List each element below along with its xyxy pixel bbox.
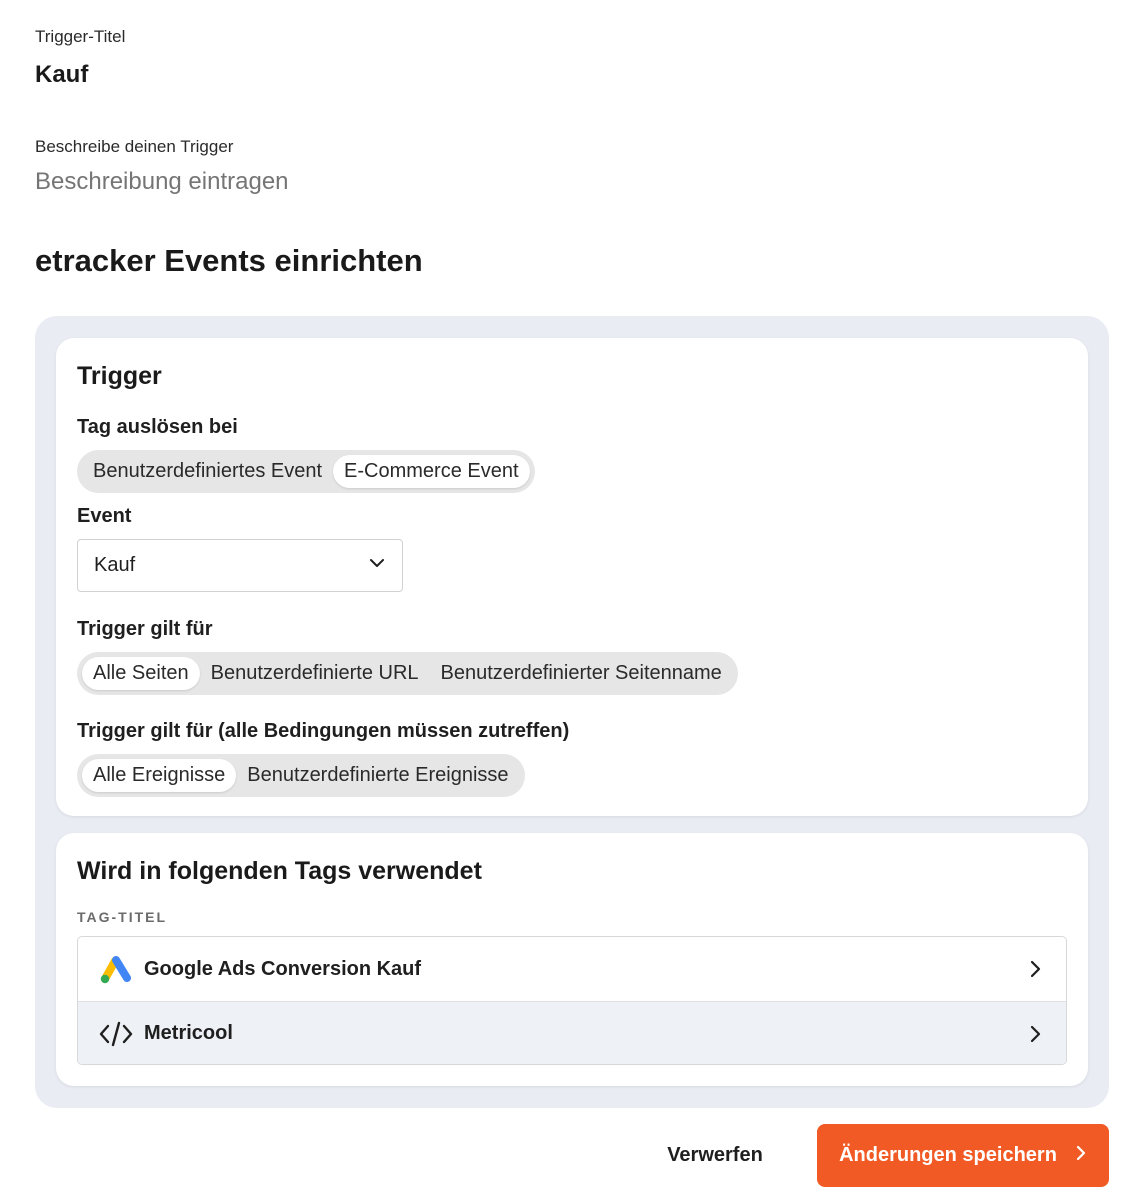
tag-row-google-ads[interactable]	[78, 937, 1066, 1001]
fire-on-segmented-control	[77, 450, 535, 493]
save-changes-button[interactable]	[817, 1124, 1109, 1187]
save-changes-label: Änderungen speichern	[839, 1144, 1057, 1166]
chevron-right-icon	[1024, 1023, 1046, 1045]
description-field-label: Beschreibe deinen Trigger	[35, 137, 234, 156]
tags-card-title: Wird in folgenden Tags verwendet	[77, 857, 482, 885]
event-select-value: Kauf	[94, 554, 136, 576]
title-field-label: Trigger-Titel	[35, 27, 126, 46]
conditions-label: Trigger gilt für (alle Bedingungen müssen zutreffen)	[77, 720, 570, 742]
event-label: Event	[77, 505, 132, 527]
tag-name: Google Ads Conversion Kauf	[144, 957, 422, 980]
applies-to-option-custom-page-name[interactable]: Benutzerdefinierter Seitenname	[440, 662, 722, 684]
tags-card	[56, 833, 1088, 1086]
applies-to-segmented-control	[77, 652, 738, 695]
conditions-option-all-events[interactable]: Alle Ereignisse	[82, 759, 236, 792]
conditions-segmented-control	[77, 754, 525, 797]
tags-column-header: TAG-TITEL	[77, 909, 168, 925]
tag-name: Metricool	[144, 1022, 233, 1044]
applies-to-option-all-pages[interactable]: Alle Seiten	[82, 657, 200, 690]
settings-panel	[35, 316, 1109, 1108]
tags-list	[77, 936, 1067, 1065]
chevron-down-icon	[368, 554, 386, 578]
fire-on-option-custom-event[interactable]: Benutzerdefiniertes Event	[93, 460, 323, 482]
conditions-option-custom-events[interactable]: Benutzerdefinierte Ereignisse	[247, 764, 509, 786]
fire-on-label: Tag auslösen bei	[77, 416, 238, 438]
fire-on-option-ecommerce-event[interactable]: E-Commerce Event	[333, 455, 530, 488]
chevron-right-icon	[1075, 1144, 1087, 1168]
discard-button[interactable]: Verwerfen	[650, 1124, 780, 1186]
applies-to-label: Trigger gilt für	[77, 618, 213, 640]
section-title: etracker Events einrichten	[35, 243, 423, 278]
title-field-value[interactable]: Kauf	[35, 61, 89, 88]
google-ads-icon	[98, 951, 134, 987]
trigger-card	[56, 338, 1088, 816]
code-icon	[98, 1016, 134, 1052]
applies-to-option-custom-url[interactable]: Benutzerdefinierte URL	[210, 662, 419, 684]
tag-row-metricool[interactable]	[78, 1001, 1066, 1065]
event-select[interactable]	[77, 539, 403, 592]
chevron-right-icon	[1024, 958, 1046, 980]
description-input[interactable]	[35, 168, 535, 196]
trigger-card-title: Trigger	[77, 362, 162, 390]
